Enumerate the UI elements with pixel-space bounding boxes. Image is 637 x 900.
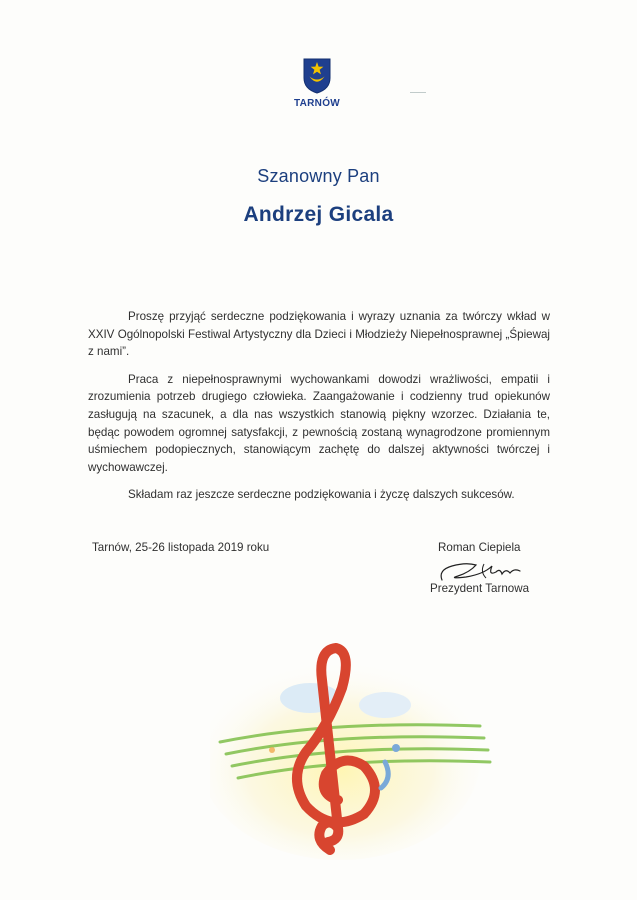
scan-mark [410, 92, 426, 93]
recipient-name: Andrzej Gicala [243, 203, 394, 226]
treble-clef-icon [210, 630, 500, 860]
paragraph: Proszę przyjąć serdeczne podziękowania i wyrazy uznania za twórczy wkład w XXIV Ogólnopolski Festiwal Artystyczny dla Dzieci i Młodzieży Niepełnosprawnej „Śpiewaj z nami”. [88, 310, 550, 359]
coat-of-arms-icon [302, 56, 332, 94]
paragraph: Składam raz jeszcze serdeczne podziękowania i życzę dalszych sukcesów. [128, 488, 515, 502]
place-date: Tarnów, 25-26 listopada 2019 roku [92, 541, 270, 554]
city-name: TARNÓW [293, 98, 341, 109]
paragraph: Praca z niepełnosprawnymi wychowankami dowodzi wrażliwości, empatii i zrozumienia potrzeb drugiego człowieka. Zaangażowanie i codzienny trud opiekunów zasługują na szacunek, a dla nas wszystkich stanowią piękny wzorzec. Działania te, będąc powodem ogromnej satysfakcji, z pewnością zostaną wynagrodzone promiennym uśmiechem podopiecznych, stanowiącym zachętę do dalszej aktywności twórczej i wychowawczej. [88, 372, 550, 474]
signer-name: Roman Ciepiela [438, 541, 521, 554]
salutation: Szanowny Pan [257, 166, 380, 186]
signer-title: Prezydent Tarnowa [430, 582, 530, 595]
letterhead [287, 56, 347, 109]
letter-body [88, 308, 550, 514]
